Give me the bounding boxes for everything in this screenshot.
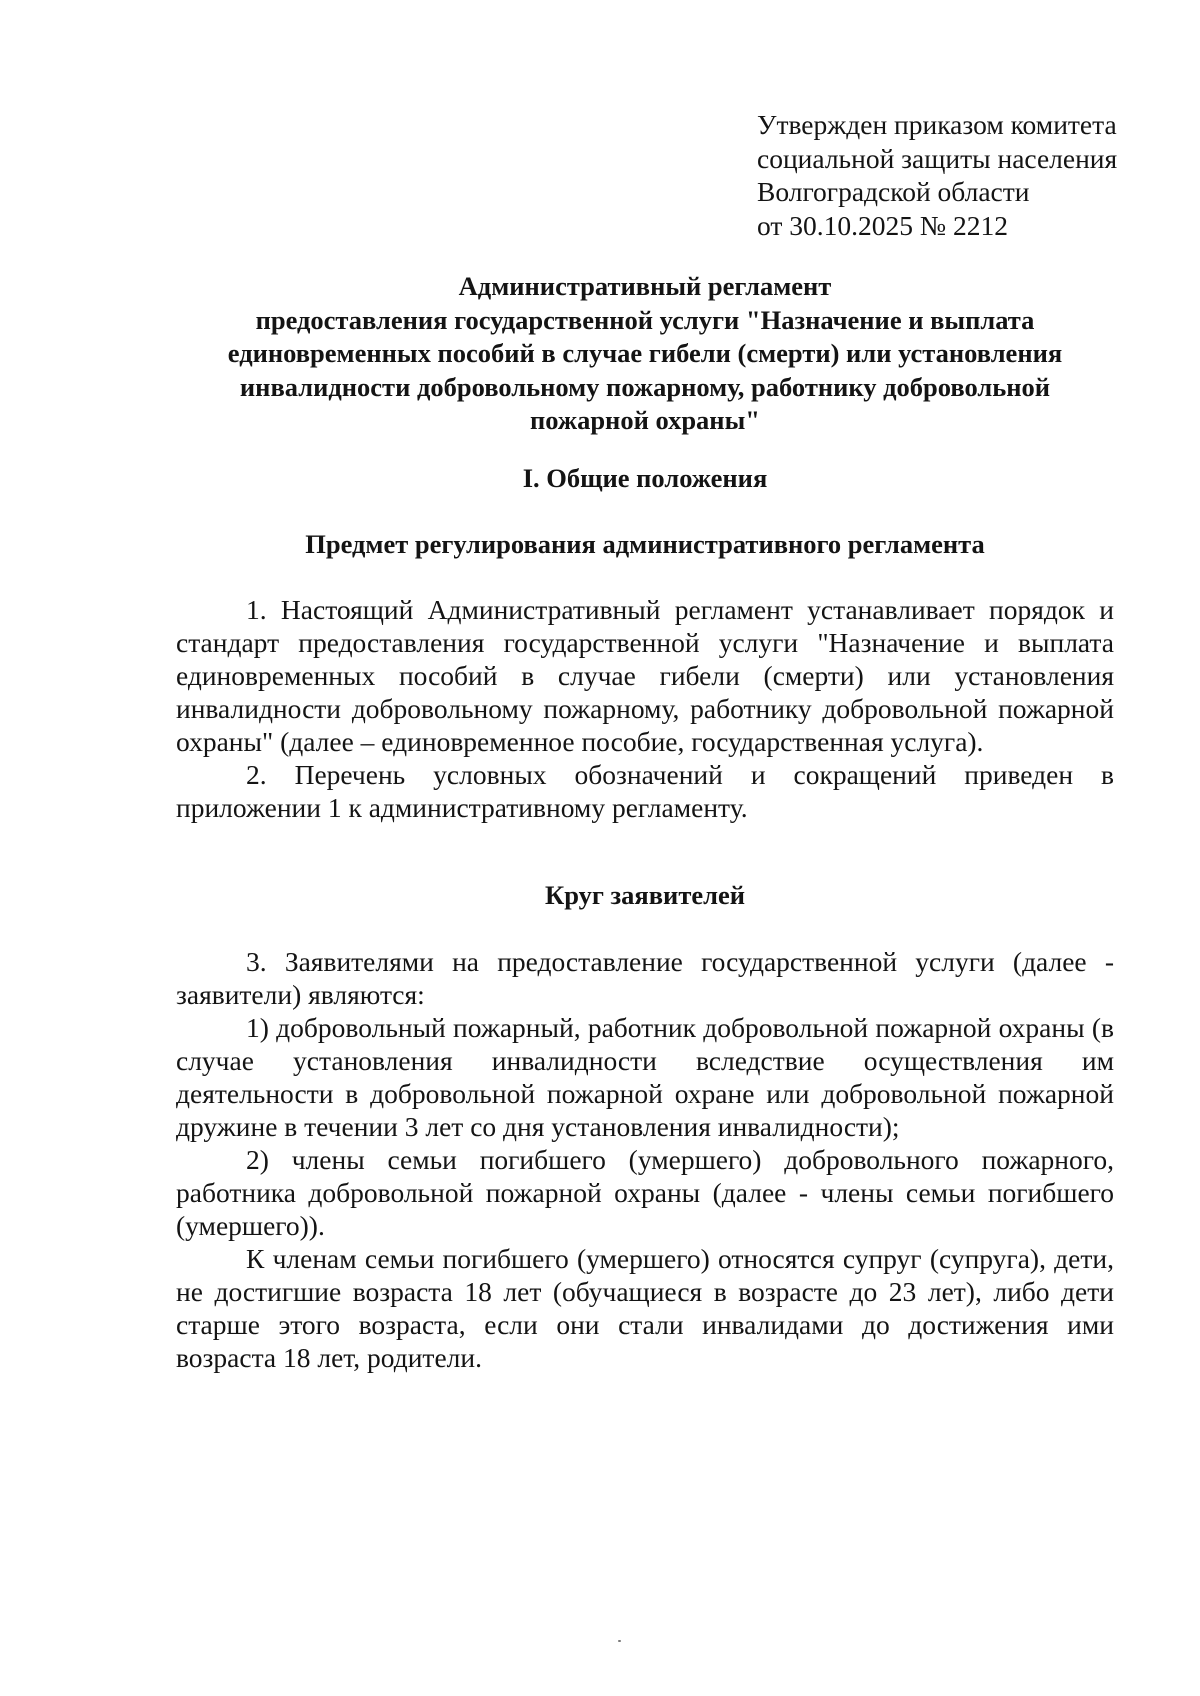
title-line: пожарной охраны" bbox=[530, 405, 760, 435]
list-item-text: 2) члены семьи погибшего (умершего) добровольного пожарного, работника добровольной пожарной охраны (далее - члены семьи погибшего (умершего)). bbox=[176, 1144, 1114, 1241]
approval-line: социальной защиты населения bbox=[757, 142, 1118, 174]
title-line: инвалидности добровольному пожарному, работнику добровольной bbox=[239, 371, 1051, 402]
paragraph-text: 2. Перечень условных обозначений и сокращений приведен в приложении 1 к административному регламенту. bbox=[176, 759, 1114, 823]
paragraph bbox=[176, 945, 1114, 1011]
list-item bbox=[176, 1143, 1114, 1242]
subsection-heading-subject: Предмет регулирования административного регламента bbox=[305, 529, 985, 559]
title-line: предоставления государственной услуги "Назначение и выплата bbox=[255, 304, 1035, 335]
paragraph-text: 1. Настоящий Административный регламент устанавливает порядок и стандарт предоставления государственной услуги "Назначение и выплата единовременных пособий в случае гибели (смерти) или установления инвалидности добровольному пожарному, работнику добровольной пожарной охраны" (далее – единовременное пособие, государственная услуга). bbox=[176, 594, 1114, 757]
title-line: Административный регламент bbox=[458, 271, 832, 301]
paragraph-text: 3. Заявителями на предоставление государственной услуги (далее - заявители) являются: bbox=[176, 946, 1114, 1010]
section1-body bbox=[176, 593, 1114, 824]
paragraph bbox=[176, 1242, 1114, 1374]
subsection-heading-applicants: Круг заявителей bbox=[544, 880, 745, 910]
title-line: единовременных пособий в случае гибели (смерти) или установления bbox=[227, 338, 1063, 368]
paragraph bbox=[176, 593, 1114, 758]
approval-block bbox=[757, 108, 1157, 242]
list-item bbox=[176, 1011, 1114, 1143]
approval-order-line: от 30.10.2025 № 2212 bbox=[757, 209, 1009, 241]
paragraph-text: К членам семьи погибшего (умершего) относятся супруг (супруга), дети, не достигшие возраста 18 лет (обучащиеся в возрасте до 23 лет), либо дети старше этого возраста, если они стали инвалидами до достижения ими возраста 18 лет, родители. bbox=[176, 1243, 1114, 1373]
list-item-text: 1) добровольный пожарный, работник добровольной пожарной охраны (в случае установления инвалидности вследствие осуществления им деятельности в добровольной пожарной охране или добровольной пожарной дружине в течении 3 лет со дня установления инвалидности); bbox=[176, 1012, 1114, 1142]
scan-speck bbox=[618, 1640, 621, 1642]
section2-body bbox=[176, 945, 1114, 1374]
document-title bbox=[180, 270, 1110, 438]
approval-line: Волгоградской области bbox=[757, 176, 1030, 207]
paragraph bbox=[176, 758, 1114, 824]
section-heading-general: I. Общие положения bbox=[522, 463, 768, 493]
approval-line: Утвержден приказом комитета bbox=[757, 109, 1117, 140]
